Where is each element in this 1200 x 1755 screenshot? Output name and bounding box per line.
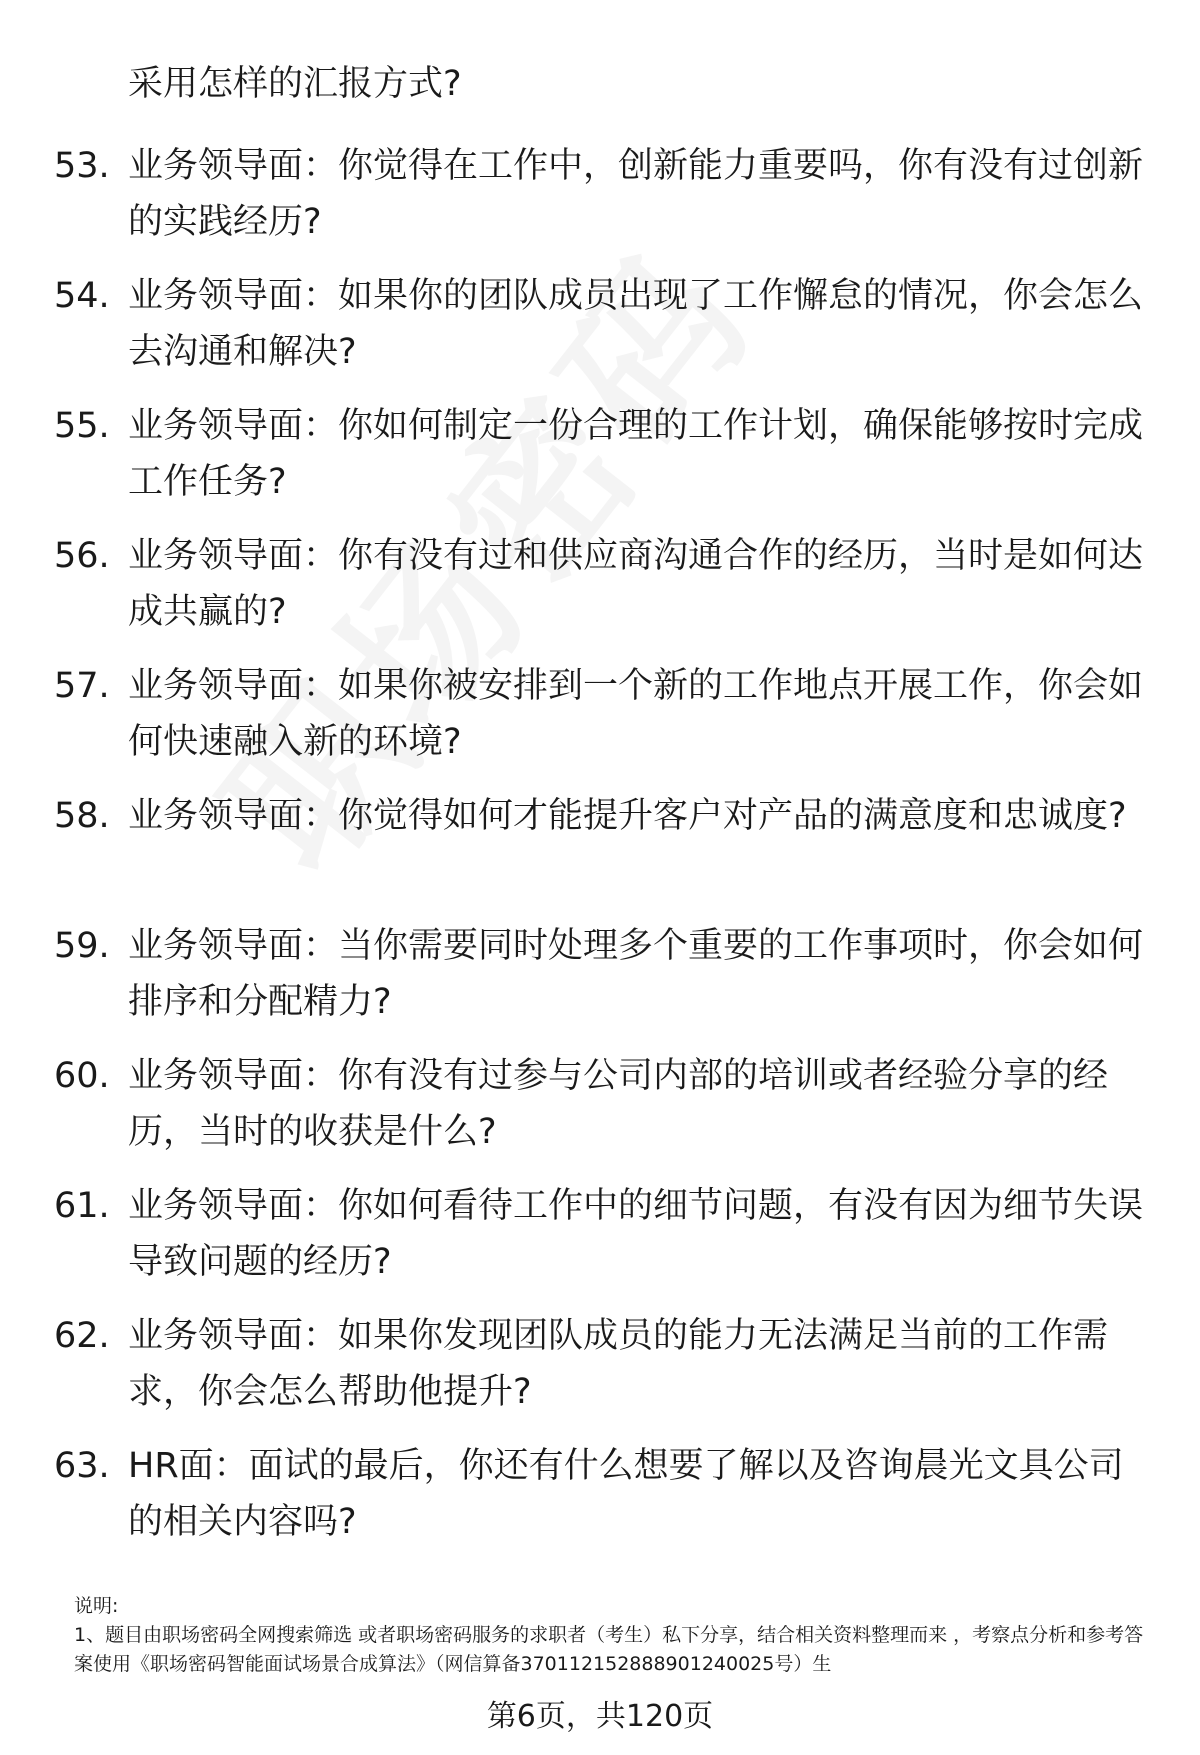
question-number: 53. bbox=[54, 146, 110, 186]
question-item bbox=[0, 658, 1200, 788]
page-number: 第6页，共120页 bbox=[486, 1699, 714, 1734]
question-number: 57. bbox=[54, 666, 110, 706]
question-number: 58. bbox=[54, 796, 110, 836]
question-text: 业务领导面：你有没有过参与公司内部的培训或者经验分享的经历，当时的收获是什么? bbox=[128, 1056, 1109, 1152]
notes-heading: 说明: bbox=[74, 1595, 119, 1617]
question-number: 54. bbox=[54, 276, 110, 316]
question-number: 62. bbox=[54, 1316, 110, 1356]
notes-section bbox=[74, 1592, 1154, 1679]
question-text: 业务领导面：如果你发现团队成员的能力无法满足当前的工作需求，你会怎么帮助他提升? bbox=[128, 1316, 1109, 1412]
question-number: 63. bbox=[54, 1446, 110, 1486]
question-text: 业务领导面：如果你被安排到一个新的工作地点开展工作，你会如何快速融入新的环境? bbox=[128, 666, 1144, 762]
question-item bbox=[0, 398, 1200, 528]
question-continuation: 采用怎样的汇报方式? bbox=[128, 64, 462, 104]
question-item bbox=[0, 788, 1200, 918]
question-text: 业务领导面：如果你的团队成员出现了工作懈怠的情况，你会怎么去沟通和解决? bbox=[128, 276, 1144, 372]
question-number: 55. bbox=[54, 406, 110, 446]
question-number: 59. bbox=[54, 926, 110, 966]
question-text: HR面：面试的最后，你还有什么想要了解以及咨询晨光文具公司的相关内容吗? bbox=[128, 1446, 1124, 1542]
question-item bbox=[0, 268, 1200, 398]
question-item bbox=[0, 528, 1200, 658]
question-item bbox=[0, 138, 1200, 268]
question-text: 业务领导面：你觉得在工作中，创新能力重要吗，你有没有过创新的实践经历? bbox=[128, 146, 1144, 242]
question-number: 56. bbox=[54, 536, 110, 576]
question-text: 业务领导面：当你需要同时处理多个重要的工作事项时，你会如何排序和分配精力? bbox=[128, 926, 1144, 1022]
question-item bbox=[0, 1438, 1200, 1568]
question-item bbox=[0, 1048, 1200, 1178]
question-number: 60. bbox=[54, 1056, 110, 1096]
question-text: 业务领导面：你觉得如何才能提升客户对产品的满意度和忠诚度? bbox=[128, 796, 1127, 836]
question-text: 业务领导面：你如何看待工作中的细节问题，有没有因为细节失误导致问题的经历? bbox=[128, 1186, 1144, 1282]
question-text: 业务领导面：你如何制定一份合理的工作计划，确保能够按时完成工作任务? bbox=[128, 406, 1144, 502]
question-item bbox=[0, 1178, 1200, 1308]
notes-line: 1、题目由职场密码全网搜索筛选 或者职场密码服务的求职者（考生）私下分享，结合相关资料整理而来 ，考察点分析和参考答案使用《职场密码智能面试场景合成算法》（网信算备370112152888901240025号）生 bbox=[74, 1624, 1144, 1675]
question-list bbox=[0, 138, 1200, 1568]
question-number: 61. bbox=[54, 1186, 110, 1226]
question-item bbox=[0, 918, 1200, 1048]
question-text: 业务领导面：你有没有过和供应商沟通合作的经历，当时是如何达成共赢的? bbox=[128, 536, 1144, 632]
question-item bbox=[0, 1308, 1200, 1438]
